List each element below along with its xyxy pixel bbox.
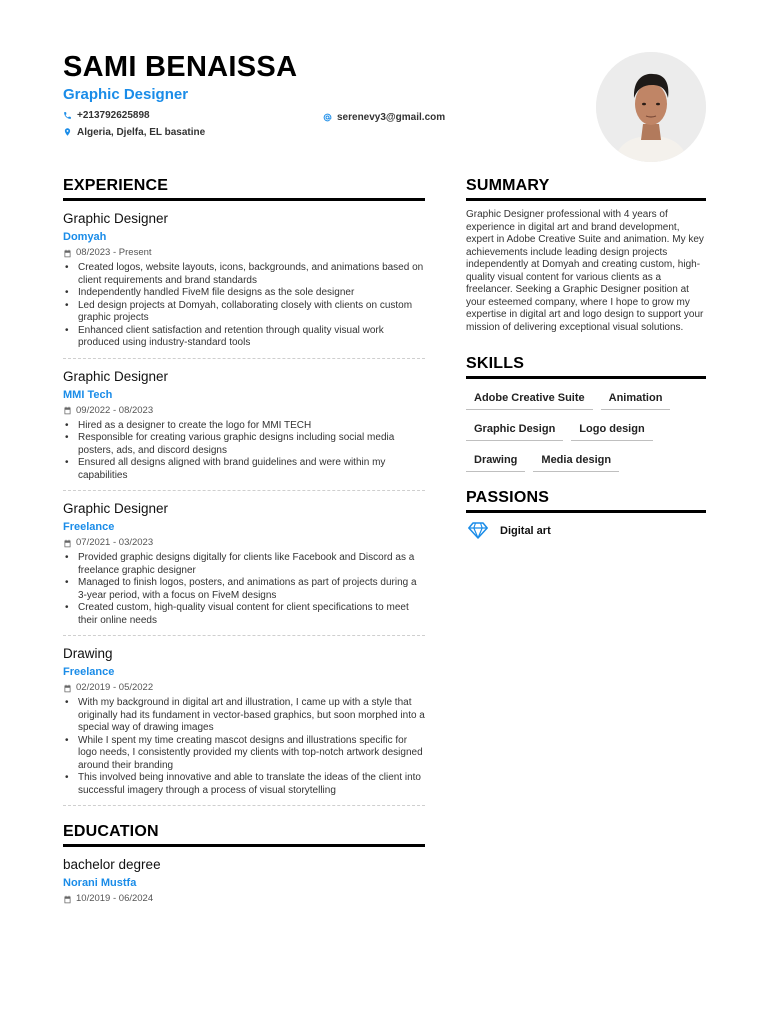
passion-label: Digital art — [500, 524, 551, 537]
list-item: • With my background in digital art and illustration, I came up with a style that originally had its fundament in vector-based graphics, but soon morphed into a special way of drawing images — [63, 697, 425, 735]
job-bullets — [63, 697, 425, 797]
list-item: • Provided graphic designs digitally for clients like Facebook and Discord as a freelance graphic designer — [63, 552, 425, 577]
list-item: • Hired as a designer to create the logo for MMI TECH — [63, 420, 425, 433]
summary-text: Graphic Designer professional with 4 years of experience in digital art and brand development, expert in Adobe Creative Suite and animation. My key achievements include leading design projects independently at Domyah and creating custom, high-quality visual content for various clients as a freelancer. Seeking a Graphic Designer position at your esteemed company, where I hope to grow my expertise in digital art and logo design to support your mission of delivering exceptional visual solutions. — [466, 209, 704, 333]
resume-header — [63, 50, 583, 138]
skill-tag: Logo design — [571, 418, 652, 441]
job-entry — [63, 359, 425, 492]
education-entry — [63, 847, 425, 905]
passions-heading: PASSIONS — [466, 488, 706, 513]
job-bullets — [63, 420, 425, 483]
job-entry — [63, 201, 425, 359]
job-date — [63, 247, 425, 259]
contact-phone[interactable] — [63, 110, 150, 121]
location-text: Algeria, Djelfa, EL basatine — [77, 126, 206, 138]
job-title: Drawing — [63, 646, 113, 661]
calendar-icon — [63, 684, 72, 693]
contact-location — [63, 127, 205, 138]
job-date-text: 09/2022 - 08/2023 — [76, 404, 154, 416]
calendar-icon — [63, 406, 72, 415]
job-date — [63, 537, 425, 549]
passion-item — [466, 522, 706, 539]
summary-heading: SUMMARY — [466, 176, 706, 201]
job-entry — [63, 636, 425, 806]
skill-tag: Graphic Design — [466, 418, 563, 441]
school-name: Norani Mustfa — [63, 877, 137, 889]
avatar — [596, 52, 706, 162]
list-item: • Ensured all designs aligned with brand guidelines and were within my capabilities — [63, 457, 425, 482]
skill-tag: Adobe Creative Suite — [466, 387, 593, 410]
job-bullets — [63, 262, 425, 350]
candidate-name: SAMI BENAISSA — [63, 51, 298, 83]
job-date-text: 08/2023 - Present — [76, 247, 152, 258]
left-column — [63, 176, 425, 905]
at-icon — [323, 113, 332, 122]
job-title: Graphic Designer — [63, 501, 169, 516]
list-item: • This involved being innovative and able to translate the ideas of the client into successful imagery through a process of visual storytelling — [63, 772, 425, 797]
candidate-title: Graphic Designer — [63, 86, 189, 103]
skill-tag: Animation — [601, 387, 671, 410]
contact-email-row — [323, 111, 445, 123]
job-bullets — [63, 552, 425, 627]
skills-heading: SKILLS — [466, 354, 706, 379]
job-title: Graphic Designer — [63, 211, 169, 226]
degree-title: bachelor degree — [63, 857, 161, 872]
profile-photo — [596, 52, 706, 162]
skill-tag: Drawing — [466, 449, 525, 472]
phone-icon — [63, 111, 72, 120]
skills-list — [466, 387, 706, 480]
contact-row-location — [63, 126, 583, 138]
job-company: Domyah — [63, 231, 107, 243]
list-item: • Enhanced client satisfaction and retention through quality visual work produced using industry-standard tools — [63, 325, 425, 350]
map-pin-icon — [63, 127, 72, 137]
job-date-text: 02/2019 - 05/2022 — [76, 682, 154, 693]
job-date — [63, 405, 425, 417]
list-item: • Independently handled FiveM file designs as the sole designer — [63, 287, 425, 300]
education-date — [63, 893, 425, 905]
list-item: • Responsible for creating various graphic designs including social media posters, ads, and discord designs — [63, 432, 425, 457]
right-column — [466, 176, 706, 539]
job-company: MMI Tech — [63, 388, 113, 401]
list-item: • Managed to finish logos, posters, and animations as part of projects during a 3-year period, with a focus on FiveM designs — [63, 577, 425, 602]
calendar-icon — [63, 539, 72, 548]
calendar-icon — [63, 895, 72, 904]
list-item: • Created logos, website layouts, icons, backgrounds, and animations based on client requirements and brand standards — [63, 262, 425, 287]
email-text: serenevy3@gmail.com — [337, 111, 446, 123]
experience-heading: EXPERIENCE — [63, 176, 425, 201]
skill-tag: Media design — [533, 449, 619, 472]
education-date-text: 10/2019 - 06/2024 — [76, 893, 154, 904]
job-title: Graphic Designer — [63, 368, 169, 384]
list-item: • While I spent my time creating mascot designs and illustrations specific for logo needs, I consistently provided my clients with top-notch artwork designed around their branding — [63, 735, 425, 773]
job-date-text: 07/2021 - 03/2023 — [76, 537, 154, 548]
job-company: Freelance — [63, 521, 115, 533]
list-item: • Led design projects at Domyah, collaborating closely with clients on custom graphic projects — [63, 300, 425, 325]
job-entry — [63, 491, 425, 636]
job-date — [63, 682, 425, 694]
job-company: Freelance — [63, 666, 115, 678]
phone-text: +213792625898 — [77, 109, 150, 121]
contact-email[interactable] — [323, 112, 445, 123]
diamond-icon — [468, 522, 488, 539]
education-heading: EDUCATION — [63, 822, 425, 847]
list-item: • Created custom, high-quality visual content for client specifications to meet their online needs — [63, 602, 425, 627]
calendar-icon — [63, 249, 72, 258]
